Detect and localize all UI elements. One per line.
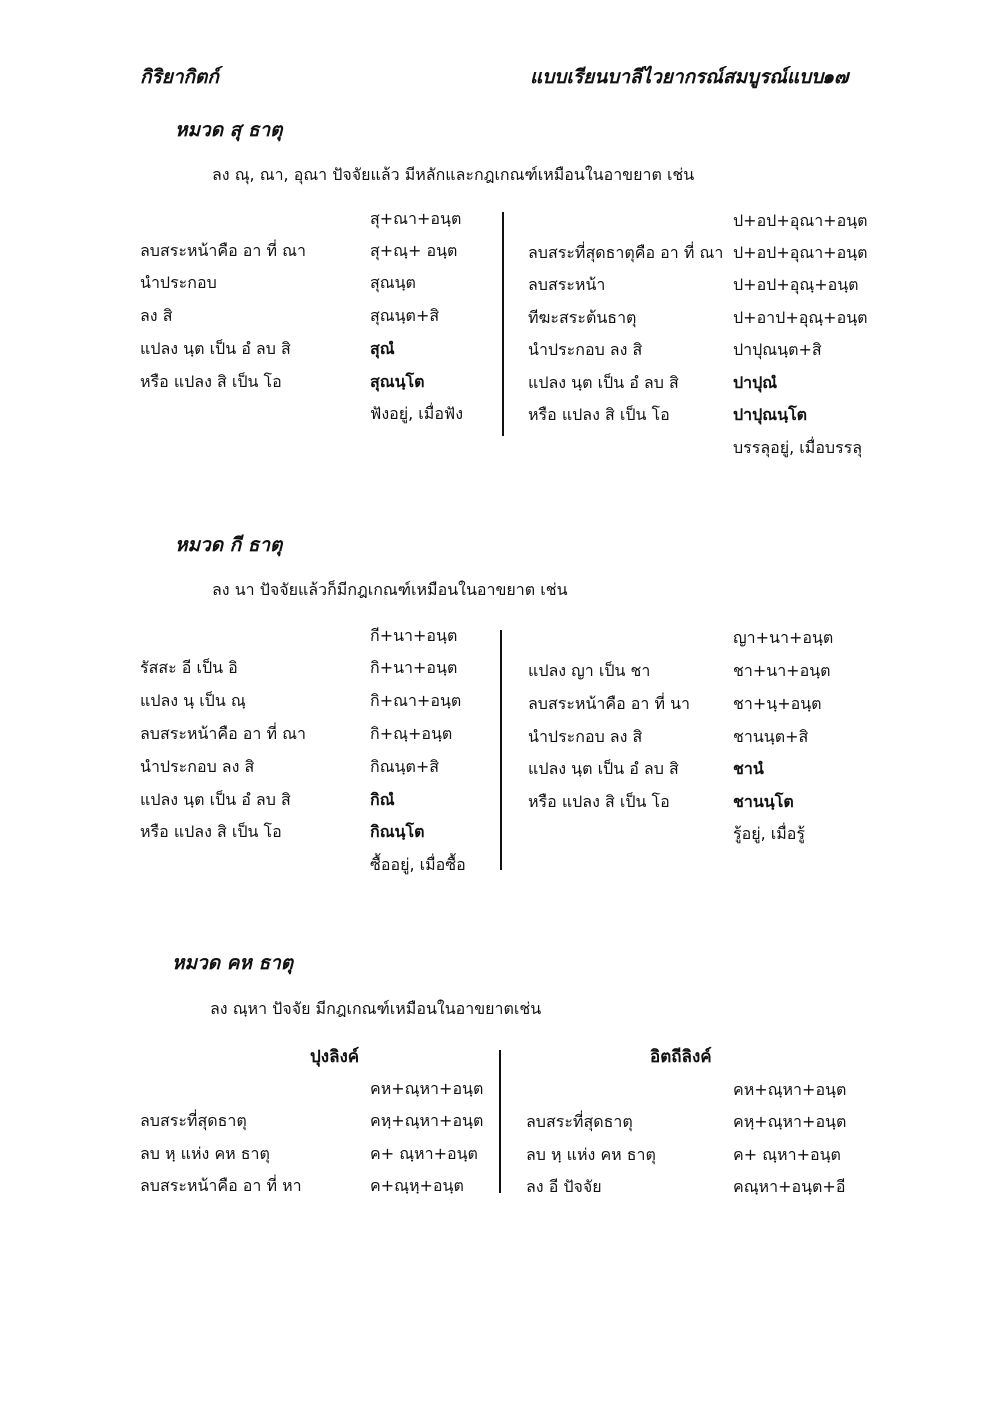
s2-left-label: แปลง นฺต เป็น อํ ลบ สิ [140, 790, 291, 809]
s2-left-label: นำประกอบ ลง สิ [140, 757, 255, 776]
s1-right-meaning: บรรลุอยู่, เมื่อบรรลุ [733, 438, 863, 457]
s2-right-form: ชา+นา+อนฺต [733, 661, 831, 680]
s3-left-label: ลบสระหน้าคือ อา ที่ หา [140, 1176, 302, 1195]
column-divider [499, 1050, 501, 1193]
s3-right-form: คหฺ+ณฺหา+อนฺต [733, 1112, 847, 1131]
s1-right-label: ลบสระที่สุดธาตุคือ อา ที่ ณา [528, 243, 724, 262]
section2-intro: ลง นา ปัจจัยแล้วก็มีกฎเกณฑ์เหมือนในอาขยาต เช่น [212, 580, 568, 599]
s2-left-label: รัสสะ อี เป็น อิ [140, 658, 238, 677]
s1-left-label: แปลง นฺต เป็น อํ ลบ สิ [140, 339, 291, 358]
s1-right-label: ลบสระหน้า [528, 275, 606, 294]
s1-right-form: ป+อาป+อุณฺ+อนฺต [733, 308, 868, 327]
s1-right-form: ป+อป+อุณา+อนฺต [733, 211, 868, 230]
s1-left-label: หรือ แปลง สิ เป็น โอ [140, 372, 282, 391]
s1-right-form: ป+อป+อุณา+อนฺต [733, 243, 868, 262]
s1-left-form: สุ+ณา+อนฺต [370, 209, 462, 228]
s2-right-meaning: รู้อยู่, เมื่อรู้ [733, 824, 805, 843]
s1-left-label: นำประกอบ [140, 273, 217, 292]
s2-left-meaning: ซื้ออยู่, เมื่อซื้อ [370, 855, 466, 874]
s2-right-form: ชา+นฺ+อนฺต [733, 694, 822, 713]
s1-left-label: ลง สิ [140, 306, 173, 325]
s1-left-form: สุณนฺต+สิ [370, 306, 440, 325]
masculine-heading: ปุงลิงค์ [310, 1047, 360, 1067]
s3-right-label: ลง อี ปัจจัย [526, 1177, 602, 1196]
s2-left-label: แปลง นฺ เป็น ณฺ [140, 691, 246, 710]
s1-left-form-result: สุณํ [370, 339, 395, 358]
page-number: ๑๗ [822, 66, 849, 88]
column-divider [500, 630, 502, 870]
feminine-heading: อิตถีลิงค์ [650, 1047, 712, 1067]
s2-left-form-result: กิณํ [370, 790, 395, 809]
section3-intro: ลง ณฺหา ปัจจัย มีกฎเกณฑ์เหมือนในอาขยาตเช่น [210, 999, 542, 1018]
s2-left-label: หรือ แปลง สิ เป็น โอ [140, 822, 282, 841]
s2-right-form-result: ชานํ [733, 759, 764, 778]
s3-right-form: คณฺหา+อนฺต+อี [733, 1177, 846, 1196]
s1-right-label: แปลง นฺต เป็น อํ ลบ สิ [528, 373, 679, 392]
s2-right-label: นำประกอบ ลง สิ [528, 727, 643, 746]
s3-left-form: คหฺ+ณฺหา+อนฺต [370, 1111, 484, 1130]
running-header-right: แบบเรียนบาลีไวยากรณ์สมบูรณ์แบบ [530, 66, 824, 88]
s1-right-form-result: ปาปุณนฺโต [733, 405, 808, 424]
s2-left-form: กี+นา+อนฺต [370, 626, 458, 645]
section1-intro: ลง ณุ, ณา, อุณา ปัจจัยแล้ว มีหลักและกฎเกณฑ์เหมือนในอาขยาต เช่น [212, 165, 695, 184]
s3-left-form: ค+ณฺหฺ+อนฺต [370, 1176, 464, 1195]
s3-right-form: คห+ณฺหา+อนฺต [733, 1080, 847, 1099]
s1-left-form: สุ+ณฺ+ อนฺต [370, 241, 458, 260]
s3-right-label: ลบสระที่สุดธาตุ [526, 1112, 633, 1131]
s1-right-form: ป+อป+อุณฺ+อนฺต [733, 275, 859, 294]
s3-left-form: คห+ณฺหา+อนฺต [370, 1079, 484, 1098]
s2-right-form: ชานนฺต+สิ [733, 727, 809, 746]
s2-left-form: กิ+ณฺ+อนฺต [370, 724, 453, 743]
s2-left-label: ลบสระหน้าคือ อา ที่ ณา [140, 724, 306, 743]
s2-right-label: แปลง ญา เป็น ชา [528, 661, 651, 680]
s2-right-label: แปลง นฺต เป็น อํ ลบ สิ [528, 759, 679, 778]
s3-left-form: ค+ ณฺหา+อนฺต [370, 1144, 478, 1163]
s1-left-form-result: สุณนฺโต [370, 372, 425, 391]
s3-left-label: ลบ หฺ แห่ง คห ธาตุ [140, 1144, 270, 1163]
s1-right-label: ทีฆะสระต้นธาตุ [528, 308, 637, 327]
s3-right-label: ลบ หฺ แห่ง คห ธาตุ [526, 1145, 656, 1164]
s2-right-label: ลบสระหน้าคือ อา ที่ นา [528, 694, 691, 713]
section1-title: หมวด สุ ธาตุ [175, 119, 283, 141]
s1-right-form: ปาปุณนฺต+สิ [733, 340, 822, 359]
s3-right-form: ค+ ณฺหา+อนฺต [733, 1145, 841, 1164]
section3-title: หมวด คห ธาตุ [172, 952, 294, 974]
s1-left-label: ลบสระหน้าคือ อา ที่ ณา [140, 241, 306, 260]
s2-right-form-result: ชานนฺโต [733, 792, 794, 811]
s1-left-meaning: ฟังอยู่, เมื่อฟัง [370, 404, 464, 423]
s1-right-label: หรือ แปลง สิ เป็น โอ [528, 405, 670, 424]
s2-right-form: ญา+นา+อนฺต [733, 628, 834, 647]
s2-left-form: กิ+ณา+อนฺต [370, 691, 462, 710]
running-header-left: กิริยากิตก์ [140, 66, 219, 88]
s2-right-label: หรือ แปลง สิ เป็น โอ [528, 792, 670, 811]
column-divider [502, 212, 504, 436]
s2-left-form: กิณนฺต+สิ [370, 757, 440, 776]
s2-left-form-result: กิณนฺโต [370, 822, 425, 841]
s2-left-form: กิ+นา+อนฺต [370, 658, 458, 677]
section2-title: หมวด กี ธาตุ [175, 534, 283, 556]
s1-left-form: สุณนฺต [370, 273, 416, 292]
s1-right-form-result: ปาปุณํ [733, 373, 778, 392]
s1-right-label: นำประกอบ ลง สิ [528, 340, 643, 359]
s3-left-label: ลบสระที่สุดธาตุ [140, 1111, 247, 1130]
